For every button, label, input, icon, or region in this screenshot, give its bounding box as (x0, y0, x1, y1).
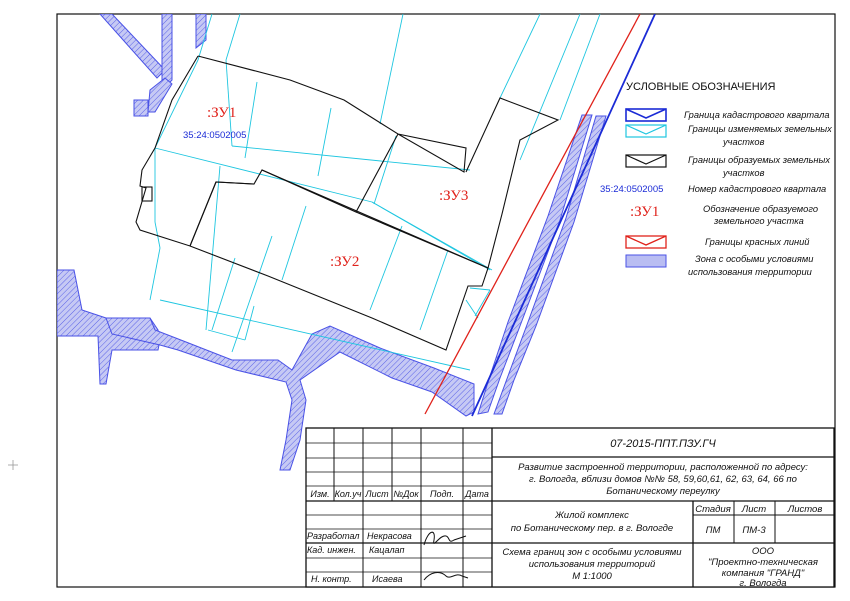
zone-left-corridor (148, 78, 172, 112)
parcel-zu1-notch (142, 187, 152, 201)
legend (600, 81, 832, 277)
legend-text-new-1: Границы образуемых земельных (688, 155, 830, 165)
sheets-header: Листов (787, 504, 823, 515)
zone-road-diag (100, 14, 165, 78)
doc-code: 07-2015-ППТ.ПЗУ.ГЧ (610, 438, 716, 450)
parcel-zu1-border (136, 56, 469, 246)
role-developer: Разработал (307, 531, 360, 541)
cadastral-border (472, 14, 655, 416)
company-line-4: г. Вологда (739, 578, 787, 589)
object-line-2: по Ботаническому пер. в г. Вологде (510, 523, 674, 534)
drawing-line-2: использования территорий (528, 559, 656, 570)
project-line-2: г. Вологда, вблизи домов №№ 58, 59,60,61, 62, 63, 64, 66 по (529, 474, 797, 485)
special-zone (57, 14, 606, 470)
stage-header: Стадия (695, 504, 731, 515)
sheet-header: Лист (741, 504, 767, 515)
hdr-kol: Кол.уч (334, 489, 362, 499)
company-line-1: ООО (751, 546, 775, 557)
name-developer: Некрасова (367, 531, 412, 541)
hdr-list: Лист (365, 489, 389, 499)
legend-swatch-cadastral (626, 109, 666, 121)
legend-text-cadnum: Номер кадастрового квартала (688, 184, 827, 194)
legend-swatch-zone (626, 255, 666, 267)
legend-text-zu-1: Обозначение образуемого (703, 204, 818, 214)
hdr-date: Дата (465, 489, 489, 499)
parcel-label-zu2: :ЗУ2 (330, 254, 360, 270)
drawing-line-3: М 1:1000 (572, 571, 612, 582)
legend-title: УСЛОВНЫЕ ОБОЗНАЧЕНИЯ (626, 81, 776, 93)
zone-small-block (134, 100, 148, 116)
project-line-1: Развитие застроенной территории, расположенной по адресу: (518, 462, 808, 473)
legend-text-changed-2: участков (723, 137, 765, 147)
legend-text-zone-2: использования территории (688, 267, 812, 277)
role-control: Н. контр. (311, 574, 352, 584)
legend-text-cadastral: Граница кадастрового квартала (684, 110, 830, 120)
sheet-value: ПМ-3 (742, 525, 766, 536)
stage-value: ПМ (705, 525, 721, 536)
zone-east-strip (478, 115, 592, 414)
hdr-izm: Изм. (310, 489, 330, 499)
legend-sample-zu: :ЗУ1 (630, 204, 660, 220)
drawing-line-1: Схема границ зон с особыми условиями (502, 547, 682, 558)
legend-text-new-2: участков (723, 168, 765, 178)
zone-road-upper (196, 14, 206, 48)
legend-swatch-changed (626, 125, 666, 137)
hdr-doc: №Док (393, 489, 419, 499)
parcel-label-zu1: :ЗУ1 (207, 105, 237, 121)
parcel-zu3-border (356, 98, 558, 268)
crosshair-mark (8, 460, 18, 470)
legend-text-red: Границы красных линий (705, 237, 810, 247)
role-engineer: Кад. инжен. (307, 545, 356, 555)
new-parcels (136, 56, 558, 350)
red-line (425, 14, 640, 414)
legend-swatch-new (626, 155, 666, 167)
legend-swatch-cadastral-v (626, 109, 666, 118)
legend-text-zu-2: земельного участка (714, 216, 804, 226)
legend-swatch-red (626, 236, 666, 248)
company-line-3: компания "ГРАНД" (721, 568, 805, 579)
cadastral-number-label: 35:24:0502005 (183, 130, 247, 141)
name-control: Исаева (372, 574, 403, 584)
legend-swatch-new-v (626, 155, 666, 164)
parcel-label-zu3: :ЗУ3 (439, 188, 469, 204)
project-line-3: Ботаническому переулку (606, 486, 720, 497)
company-line-2: "Проектно-техническая (707, 557, 819, 568)
legend-swatch-changed-v (626, 125, 666, 134)
object-line-1: Жилой комплекс (555, 510, 629, 521)
legend-swatch-red-v (626, 236, 666, 245)
legend-sample-cadnum: 35:24:0502005 (600, 184, 664, 195)
legend-text-zone-1: Зона с особыми условиями (695, 254, 814, 264)
legend-text-changed-1: Границы изменяемых земельных (688, 124, 832, 134)
name-engineer: Кацалап (369, 545, 405, 555)
hdr-podp: Подп. (430, 489, 454, 499)
